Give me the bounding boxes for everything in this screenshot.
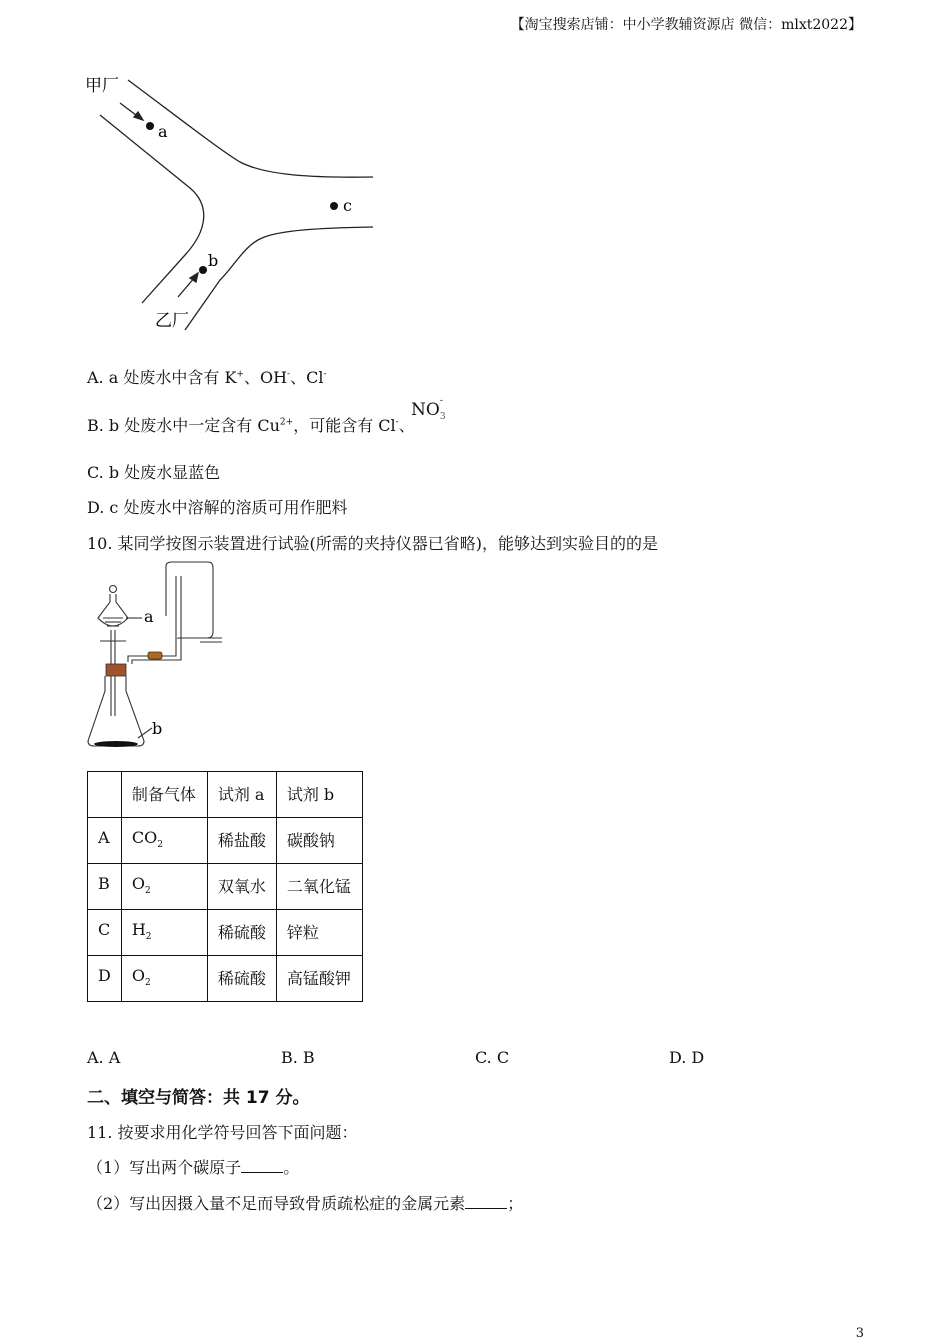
point-b-dot bbox=[199, 266, 207, 274]
separatory-funnel bbox=[98, 594, 128, 626]
tube-clamp bbox=[148, 652, 162, 659]
funnel-stopper bbox=[110, 586, 117, 593]
row-reagent-a: 稀盐酸 bbox=[207, 818, 276, 864]
table-row bbox=[88, 910, 363, 956]
table-row bbox=[88, 818, 363, 864]
table-header-row bbox=[88, 772, 363, 818]
label-a: a bbox=[158, 122, 168, 141]
table-header-cell bbox=[88, 772, 122, 818]
point-c-dot bbox=[330, 202, 338, 210]
q9-option-c: C. b 处废水显蓝色 bbox=[87, 463, 221, 482]
row-gas: $H_2$ bbox=[121, 910, 207, 956]
reagent-table bbox=[87, 771, 363, 1002]
q10-choice-c: C. C bbox=[475, 1048, 510, 1067]
row-reagent-b: 碳酸钠 bbox=[276, 818, 362, 864]
page-number: 3 bbox=[855, 1326, 864, 1341]
table-header-cell: 制备气体 bbox=[121, 772, 207, 818]
row-key: B bbox=[88, 864, 122, 910]
nitrate-formula: NO - 3 bbox=[411, 396, 446, 422]
rubber-stopper bbox=[106, 664, 126, 676]
river-diagram bbox=[80, 70, 380, 335]
row-key: C bbox=[88, 910, 122, 956]
page-header: 【淘宝搜索店铺：中小学教辅资源店 微信：mlxt2022】 bbox=[510, 17, 862, 33]
apparatus-label-b: b bbox=[152, 719, 163, 738]
table-row bbox=[88, 956, 363, 1002]
q11-part-1: （1）写出两个碳原子 。 bbox=[87, 1158, 300, 1177]
q11-part-2: （2）写出因摄入量不足而导致骨质疏松症的金属元素 ； bbox=[87, 1194, 524, 1213]
solid-reagent bbox=[94, 741, 138, 747]
table-header-cell: 试剂 a bbox=[207, 772, 276, 818]
row-gas: $O_2$ bbox=[121, 864, 207, 910]
river-bank-left bbox=[100, 115, 204, 303]
label-jia: 甲厂 bbox=[85, 76, 119, 96]
row-gas: $CO_2$ bbox=[121, 818, 207, 864]
q10-choice-d: D. D bbox=[669, 1048, 705, 1067]
point-a-dot bbox=[146, 122, 154, 130]
table-row bbox=[88, 864, 363, 910]
answer-blank bbox=[241, 1158, 283, 1173]
row-reagent-b: 锌粒 bbox=[276, 910, 362, 956]
q9-option-d: D. c 处废水中溶解的溶质可用作肥料 bbox=[87, 498, 348, 517]
river-bank-lower bbox=[185, 227, 373, 330]
label-b: b bbox=[208, 251, 219, 270]
conical-flask bbox=[88, 676, 144, 746]
q10-stem: 10. 某同学按图示装置进行试验(所需的夹持仪器已省略)，能够达到实验目的的是 bbox=[87, 534, 659, 553]
row-reagent-a: 稀硫酸 bbox=[207, 956, 276, 1002]
q9-option-b: B. b 处废水中一定含有 $Cu^{2+}$，可能含有 Cl-、 bbox=[87, 416, 415, 435]
label-yi: 乙厂 bbox=[155, 311, 189, 331]
table-header-cell: 试剂 b bbox=[276, 772, 362, 818]
label-c: c bbox=[343, 196, 352, 215]
row-reagent-a: 双氧水 bbox=[207, 864, 276, 910]
answer-blank bbox=[465, 1194, 507, 1209]
apparatus-diagram bbox=[80, 556, 230, 751]
q10-choice-a: A. A bbox=[87, 1048, 121, 1067]
q9-option-a: A. a 处废水中含有 K+、OH-、Cl- bbox=[87, 368, 327, 387]
section-2-heading: 二、填空与简答：共 17 分。 bbox=[87, 1088, 310, 1108]
row-reagent-b: 高锰酸钾 bbox=[276, 956, 362, 1002]
row-gas: $O_2$ bbox=[121, 956, 207, 1002]
q10-choice-b: B. B bbox=[281, 1048, 315, 1067]
q11-stem: 11. 按要求用化学符号回答下面问题： bbox=[87, 1123, 358, 1142]
collecting-bottle bbox=[166, 562, 213, 639]
row-reagent-b: 二氧化锰 bbox=[276, 864, 362, 910]
row-key: D bbox=[88, 956, 122, 1002]
apparatus-label-a: a bbox=[144, 607, 154, 626]
row-key: A bbox=[88, 818, 122, 864]
row-reagent-a: 稀硫酸 bbox=[207, 910, 276, 956]
